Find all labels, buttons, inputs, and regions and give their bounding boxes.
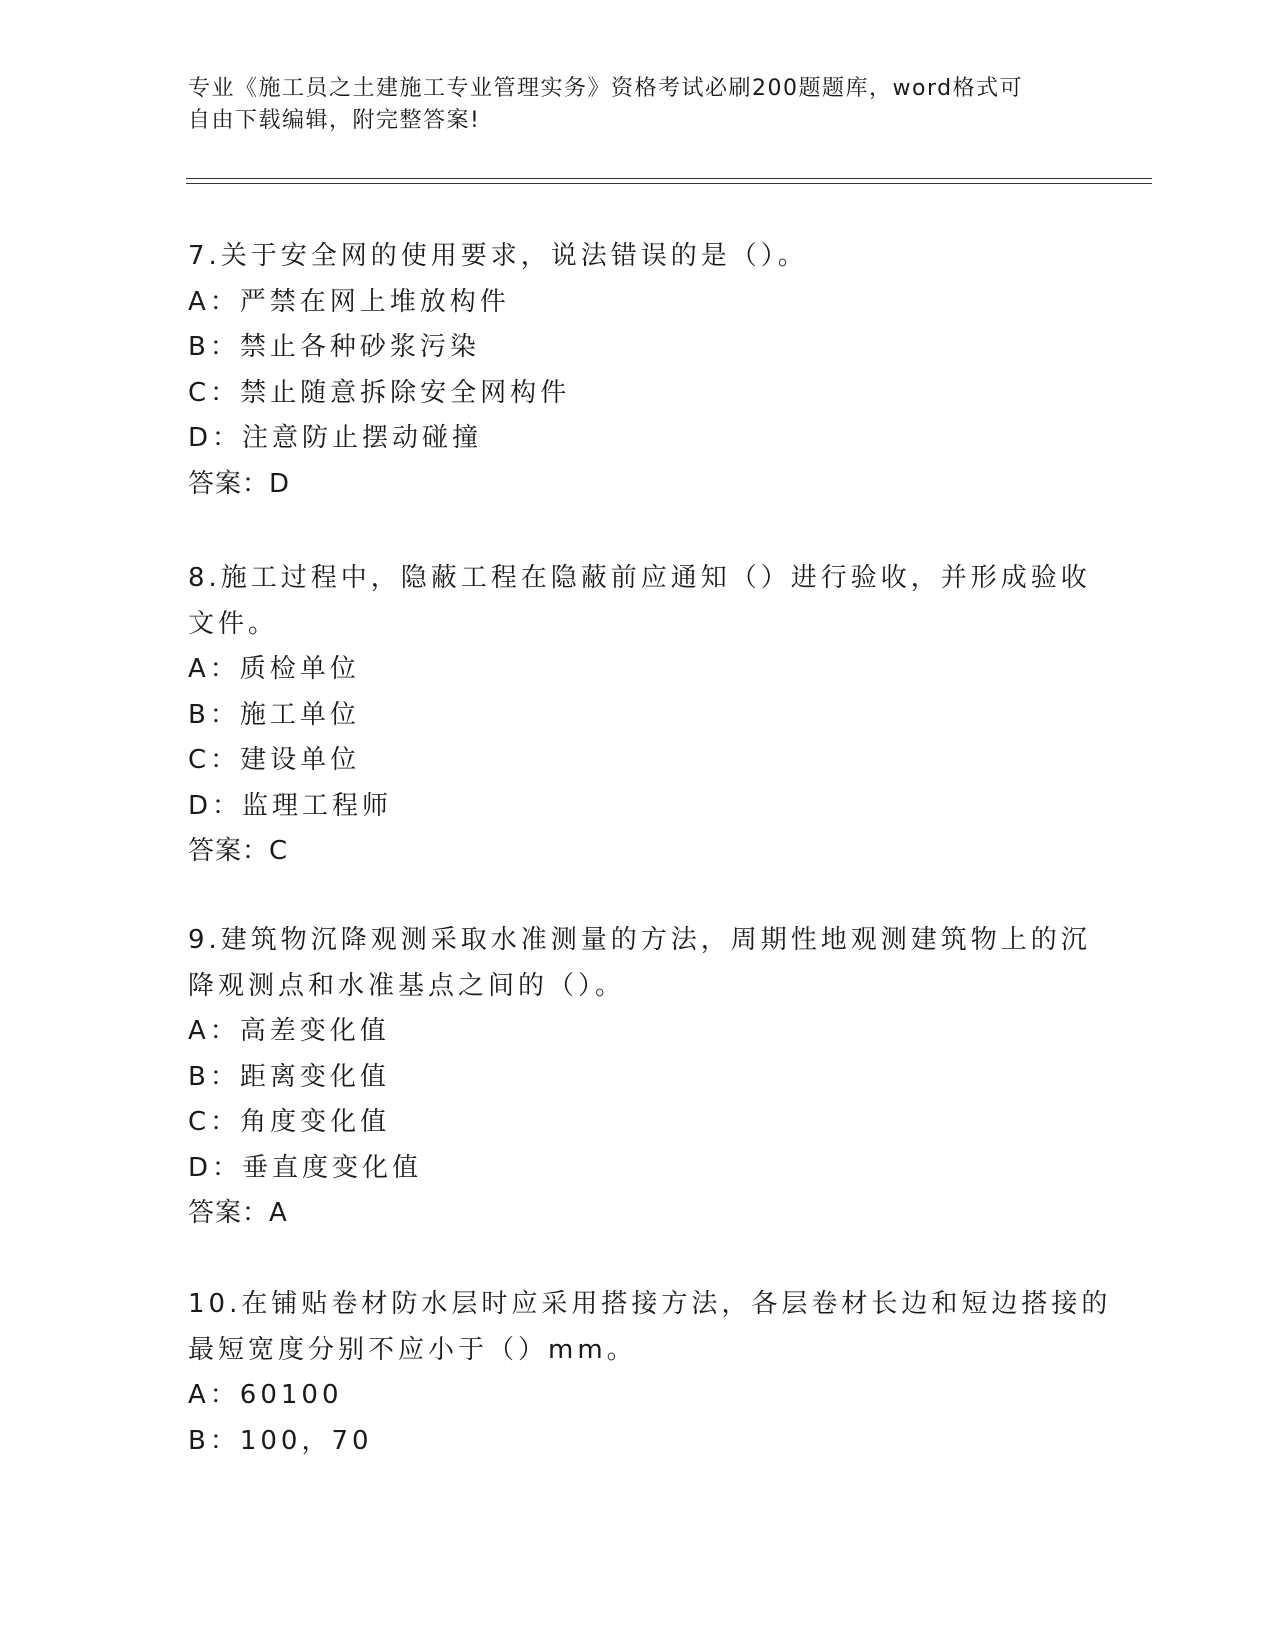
question-8 (188, 556, 1091, 875)
question-stem: 10.在铺贴卷材防水层时应采用搭接方法，各层卷材长边和短边搭接的 (188, 1289, 1112, 1319)
option-a: A：严禁在网上堆放构件 (188, 286, 510, 317)
option-a: A：高差变化值 (188, 1016, 390, 1046)
answer: 答案：D (188, 468, 291, 499)
header-line-2: 自由下载编辑，附完整答案! (188, 108, 481, 133)
option-d: D：监理工程师 (188, 790, 393, 821)
option-a: A：质检单位 (188, 654, 360, 684)
answer: 答案：C (188, 836, 289, 866)
question-stem: 7.关于安全网的使用要求，说法错误的是（）。 (188, 241, 808, 271)
option-c: C：禁止随意拆除安全网构件 (188, 377, 571, 408)
question-10 (188, 1282, 1112, 1464)
header-line-1: 专业《施工员之土建施工专业管理实务》资格考试必刷200题题库，word格式可 (188, 76, 1024, 101)
answer: 答案：A (188, 1198, 288, 1228)
question-7 (188, 234, 1088, 507)
option-b: B：施工单位 (188, 699, 360, 730)
question-stem: 8.施工过程中，隐蔽工程在隐蔽前应通知（）进行验收，并形成验收 (188, 563, 1091, 593)
document-header (188, 73, 1068, 137)
option-d: D：垂直度变化值 (188, 1152, 423, 1183)
question-stem-continued: 文件。 (188, 608, 279, 639)
question-stem-continued: 最短宽度分别不应小于（）mm。 (188, 1334, 637, 1365)
option-c: C：角度变化值 (188, 1107, 391, 1137)
question-stem: 9.建筑物沉降观测采取水准测量的方法，周期性地观测建筑物上的沉 (188, 925, 1091, 955)
option-a: A：60100 (188, 1380, 343, 1410)
option-d: D：注意防止摆动碰撞 (188, 423, 483, 453)
option-b: B：禁止各种砂浆污染 (188, 332, 480, 362)
header-divider-bottom (186, 183, 1152, 184)
question-9 (188, 918, 1091, 1237)
question-stem-continued: 降观测点和水准基点之间的（）。 (188, 970, 626, 1001)
option-b: B：100，70 (188, 1425, 373, 1456)
option-b: B：距离变化值 (188, 1061, 390, 1092)
header-divider-top (186, 178, 1152, 179)
option-c: C：建设单位 (188, 745, 361, 775)
